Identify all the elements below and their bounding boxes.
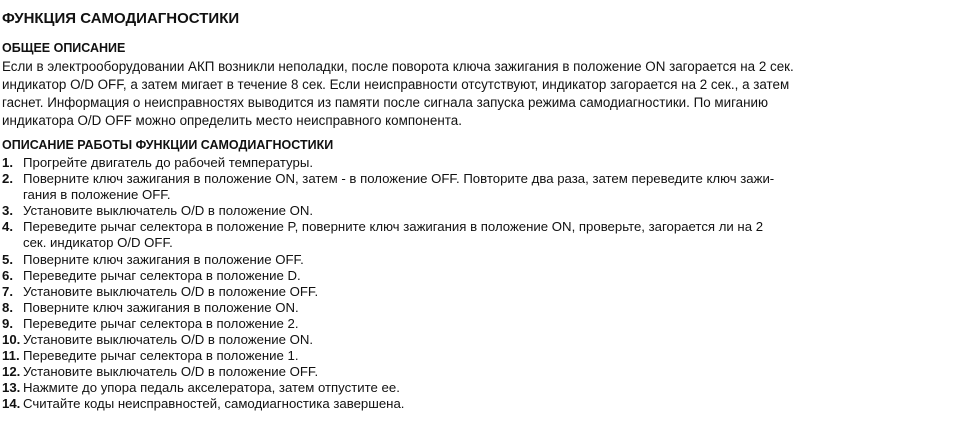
step-text [23, 219, 947, 251]
step-number: 4. [2, 219, 13, 235]
procedure-step [2, 380, 947, 396]
step-number: 13. [2, 380, 21, 396]
procedure-step [2, 203, 947, 219]
step-number: 9. [2, 315, 13, 331]
procedure-step [2, 348, 947, 364]
description-line: гаснет. Информация о неисправностях выводится из памяти после сигнала запуска режима самодиагностики. По миганию [2, 95, 769, 110]
step-text: Считайте коды неисправностей, самодиагностика завершена. [23, 396, 405, 412]
step-number: 14. [2, 396, 21, 412]
procedure-steps-list [2, 155, 947, 413]
step-number: 12. [2, 364, 21, 380]
step-text: Установите выключатель O/D в положение ON. [23, 203, 314, 219]
procedure-step [2, 396, 947, 412]
procedure-step [2, 300, 947, 316]
step-text: Переведите рычаг селектора в положение 2. [23, 315, 299, 331]
step-text: Нажмите до упора педаль акселератора, затем отпустите ее. [23, 380, 400, 396]
step-text: Поверните ключ зажигания в положение ON. [23, 299, 299, 315]
step-text-line: Переведите рычаг селектора в положение P, поверните ключ зажигания в положение ON, проверьте, загорается ли на 2 [23, 219, 764, 235]
step-text: Установите выключатель O/D в положение OFF. [23, 283, 319, 299]
procedure-step [2, 332, 947, 348]
procedure-step [2, 171, 947, 203]
step-text: Поверните ключ зажигания в положение OFF. [23, 251, 304, 267]
page-title: ФУНКЦИЯ САМОДИАГНОСТИКИ [2, 10, 240, 27]
step-number: 11. [2, 348, 20, 364]
procedure-step [2, 155, 947, 171]
general-description [2, 58, 946, 130]
step-text-line: Поверните ключ зажигания в положение ON, затем - в положение OFF. Повторите два раза, затем переведите ключ зажи- [23, 171, 775, 187]
step-number: 8. [2, 299, 13, 315]
step-number: 1. [2, 155, 13, 170]
step-text-line: гания в положение OFF. [23, 187, 171, 203]
step-text: Установите выключатель O/D в положение OFF. [23, 364, 319, 380]
step-text: Прогрейте двигатель до рабочей температуры. [23, 155, 313, 170]
procedure-step [2, 284, 947, 300]
section-heading-procedure: ОПИСАНИЕ РАБОТЫ ФУНКЦИИ САМОДИАГНОСТИКИ [2, 138, 334, 152]
step-text: Переведите рычаг селектора в положение 1. [23, 348, 299, 364]
procedure-step [2, 268, 947, 284]
description-line: индикатора O/D OFF можно определить место неисправного компонента. [2, 113, 462, 128]
step-text: Установите выключатель O/D в положение ON. [23, 332, 314, 348]
step-number: 7. [2, 283, 13, 299]
procedure-step [2, 316, 947, 332]
step-text: Переведите рычаг селектора в положение D. [23, 267, 301, 283]
procedure-step [2, 364, 947, 380]
procedure-step [2, 252, 947, 268]
step-number: 10. [2, 332, 21, 348]
step-number: 5. [2, 251, 13, 267]
step-text-line: сек. индикатор O/D OFF. [23, 235, 173, 251]
step-number: 6. [2, 267, 13, 283]
procedure-step [2, 219, 947, 251]
description-line: Если в электрооборудовании АКП возникли неполадки, после поворота ключа зажигания в положение ON загорается на 2 сек. [2, 59, 794, 74]
step-text [23, 171, 947, 203]
step-number: 3. [2, 203, 13, 219]
description-line: индикатор O/D OFF, а затем мигает в течение 8 сек. Если неисправности отсутствуют, индикатор загорается на 2 сек., а затем [2, 77, 790, 92]
section-heading-general: ОБЩЕЕ ОПИСАНИЕ [2, 41, 126, 55]
step-number: 2. [2, 171, 13, 187]
